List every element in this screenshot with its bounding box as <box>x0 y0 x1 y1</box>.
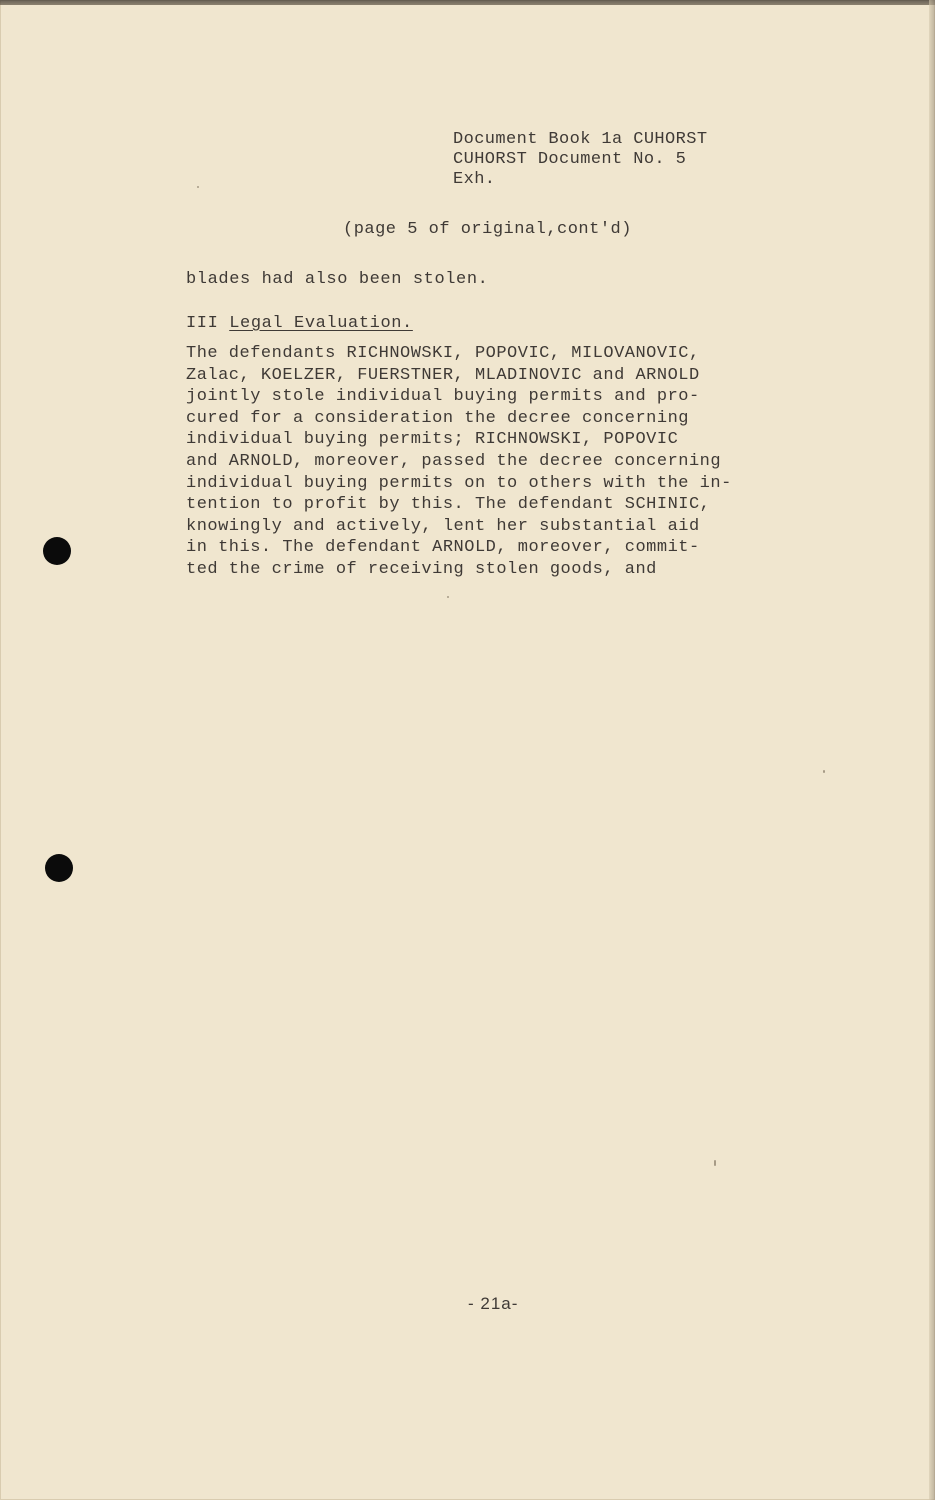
punch-hole-lower <box>45 854 73 882</box>
paper-speck <box>823 770 825 773</box>
section-number: III <box>186 314 219 333</box>
section-title: Legal Evaluation. <box>229 314 413 333</box>
section-heading <box>186 314 413 333</box>
page-top-edge <box>0 0 935 5</box>
body-line: individual buying permits; RICHNOWSKI, POPOVIC <box>186 430 679 450</box>
paper-speck <box>714 1160 716 1166</box>
body-line: The defendants RICHNOWSKI, POPOVIC, MILOVANOVIC, <box>186 344 700 363</box>
original-page-note: (page 5 of original,cont'd) <box>343 220 632 239</box>
body-line: individual buying permits on to others with the in- <box>186 473 732 493</box>
body-line: knowingly and actively, lent her substantial aid <box>186 516 700 536</box>
body-line: jointly stole individual buying permits and pro- <box>186 387 700 407</box>
header-line-document: CUHORST Document No. 5 <box>453 150 687 169</box>
header-line-exhibit: Exh. <box>453 170 496 189</box>
paper-speck <box>447 596 449 598</box>
page-number: - 21a- <box>468 1294 519 1313</box>
document-header <box>453 130 707 190</box>
body-line: cured for a consideration the decree concerning <box>186 408 689 428</box>
punch-hole-upper <box>43 537 71 565</box>
page-right-edge <box>929 0 935 1500</box>
body-line: in this. The defendant ARNOLD, moreover, commit- <box>186 538 700 558</box>
body-line: Zalac, KOELZER, FUERSTNER, MLADINOVIC and ARNOLD <box>186 365 700 385</box>
body-line: ted the crime of receiving stolen goods, and <box>186 559 657 579</box>
paper-speck <box>197 186 199 188</box>
legal-evaluation-paragraph <box>186 343 796 581</box>
body-line: and ARNOLD, moreover, passed the decree concerning <box>186 451 722 471</box>
body-line: tention to profit by this. The defendant SCHINIC, <box>186 495 711 515</box>
continued-sentence: blades had also been stolen. <box>186 270 489 289</box>
header-line-book: Document Book 1a CUHORST <box>453 130 708 149</box>
